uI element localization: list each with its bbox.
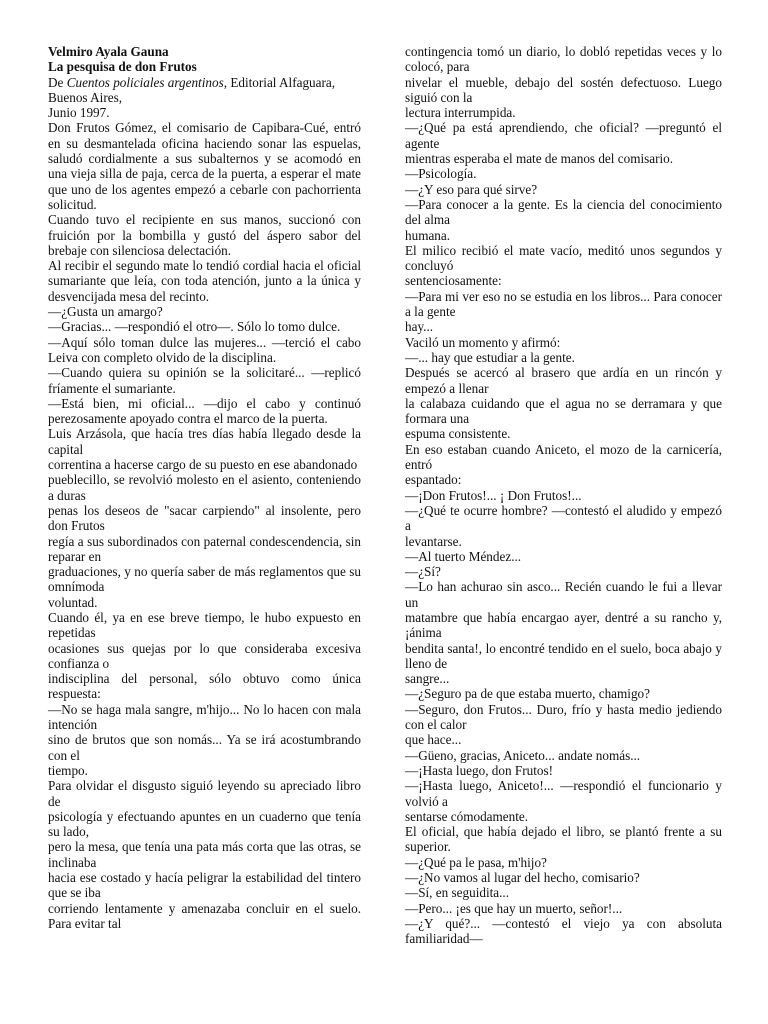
paragraph: graduaciones, y no quería saber de más reglamentos que su omnímoda (48, 564, 361, 595)
paragraph: —¿No vamos al lugar del hecho, comisario? (405, 870, 640, 886)
paragraph: El milico recibió el mate vacío, meditó unos segundos y concluyó (405, 242, 722, 274)
paragraph: espuma consistente. (405, 426, 511, 442)
paragraph: —¿Qué pa le pasa, m'hijo? (405, 854, 547, 870)
paragraph: que hace... (405, 732, 462, 748)
paragraph: —¡Don Frutos!... ¡ Don Frutos!... (405, 487, 582, 503)
right-column (405, 44, 722, 947)
paragraph: psicología y efectuando apuntes en un cuaderno que tenía su lado, (48, 808, 361, 840)
paragraph: —Al tuerto Méndez... (405, 548, 522, 564)
paragraph: contingencia tomó un diario, lo dobló repetidas veces y lo colocó, para (405, 44, 722, 75)
paragraph: —Güeno, gracias, Aniceto... andate nomás... (405, 747, 641, 763)
paragraph: sangre... (405, 671, 450, 687)
paragraph: —Está bien, mi oficial... —dijo el cabo y continuó perezosamente apoyado contra el marco de la puerta. (48, 395, 361, 427)
paragraph: —¿Qué te ocurre hombre? —contestó el aludido y empezó a (405, 502, 722, 534)
paragraph: levantarse. (405, 533, 462, 549)
paragraph: indisciplina del personal, sólo obtuvo como única respuesta: (48, 671, 361, 702)
paragraph: tiempo. (48, 762, 88, 778)
paragraph: mientras esperaba el mate de manos del comisario. (405, 151, 674, 167)
paragraph: lectura interrumpida. (405, 105, 516, 121)
paragraph: Cuando tuvo el recipiente en sus manos, succionó con fruición por la bombilla y gustó del áspero sabor del brebaje con silenciosa delectación. (48, 212, 361, 258)
paragraph: —Seguro, don Frutos... Duro, frío y hasta medio jediendo con el calor (405, 701, 722, 733)
source-line: De Cuentos policiales argentinos, Editorial Alfaguara, Buenos Aires, (48, 74, 336, 105)
paragraph: El oficial, que había dejado el libro, se plantó frente a su superior. (405, 824, 722, 855)
paragraph: —Gracias... —respondió el otro—. Sólo lo tomo dulce. (48, 319, 341, 335)
paragraph: —Aquí sólo toman dulce las mujeres... —terció el cabo Leiva con completo olvido de la disciplina. (48, 334, 361, 365)
paragraph: En eso estaban cuando Aniceto, el mozo de la carnicería, entró (405, 441, 722, 473)
paragraph: Para olvidar el disgusto siguió leyendo su apreciado libro de (48, 778, 361, 809)
paragraph: —No se haga mala sangre, m'hijo... No lo hacen con mala intención (48, 701, 361, 733)
paragraph: matambre que había encargao ayer, dentré a su rancho y, ¡ánima (405, 609, 722, 641)
paragraph: la calabaza cuidando que el agua no se derramara y que formara una (405, 395, 722, 427)
paragraph: regía a sus subordinados con paternal condescendencia, sin reparar en (48, 533, 361, 564)
paragraph: —Para mi ver eso no se estudia en los libros... Para conocer a la gente (405, 288, 722, 320)
paragraph: penas los deseos de "sacar carpiendo" al insolente, pero don Frutos (48, 502, 361, 534)
paragraph: —¿Y eso para qué sirve? (405, 181, 538, 197)
paragraph: Al recibir el segundo mate lo tendió cordial hacia el oficial sumariante que leía, con toda atención, junto a la única y desvencijada mesa del recinto. (48, 258, 361, 304)
source-book: Cuentos policiales argentinos (66, 74, 224, 90)
paragraph: —Pero... ¡es que hay un muerto, señor!... (405, 900, 623, 916)
story-title: La pesquisa de don Frutos (48, 59, 197, 75)
author-name: Velmiro Ayala Gauna (48, 44, 169, 59)
paragraph: correntina a hacerse cargo de su puesto en ese abandonado (48, 457, 358, 473)
left-column (48, 44, 361, 931)
right-body-text (405, 44, 722, 947)
paragraph: Luis Arzásola, que hacía tres días había llegado desde la capital (48, 426, 361, 457)
paragraph: humana. (405, 227, 451, 243)
paragraph: —¿Gusta un amargo? (48, 304, 163, 320)
paragraph: —¡Hasta luego, Aniceto!... —respondió el funcionario y volvió a (405, 778, 722, 809)
paragraph: voluntad. (48, 594, 98, 610)
publication-date: Junio 1997. (48, 105, 110, 121)
paragraph: corriendo lentamente y amenazaba concluir en el suelo. Para evitar tal (48, 900, 361, 931)
paragraph: hacia ese costado y hacía peligrar la estabilidad del tintero que se iba (48, 870, 361, 901)
paragraph: —Cuando quiera su opinión se la solicitaré... —replicó fríamente el sumariante. (48, 365, 361, 396)
paragraph: —Lo han achurao sin asco... Recién cuando le fui a llevar un (405, 579, 722, 610)
paragraph: Vaciló un momento y afirmó: (405, 334, 561, 350)
paragraph: —Para conocer a la gente. Es la ciencia del conocimiento del alma (405, 196, 722, 228)
paragraph: —Psicología. (405, 166, 477, 182)
paragraph: bendita santa!, lo encontré tendido en el suelo, boca abajo y lleno de (405, 640, 722, 671)
paragraph: —¿Seguro pa de que estaba muerto, chamigo? (405, 686, 650, 702)
paragraph: sino de brutos que son nomás... Ya se irá acostumbrando con el (48, 732, 361, 763)
left-body-text (48, 120, 361, 931)
paragraph: —Sí, en seguidita... (405, 885, 510, 901)
paragraph: —¿Qué pa está aprendiendo, che oficial? —preguntó el agente (405, 120, 722, 151)
paragraph: sentenciosamente: (405, 273, 502, 289)
paragraph: hay... (405, 319, 434, 335)
paragraph: —¿Sí? (405, 564, 441, 580)
paragraph: Don Frutos Gómez, el comisario de Capibara-Cué, entró en su desmantelada oficina haciendo sonar las espuelas, saludó cordialmente a sus subalternos y se acomodó en una vieja silla de paja, cerca de la puerta, a esperar el mate que uno de los agentes empezó a cebarle con pachorrienta solicitud. (48, 120, 361, 212)
paragraph: Después se acercó al brasero que ardía en un rincón y empezó a llenar (405, 365, 722, 396)
paragraph: espantado: (405, 472, 462, 488)
paragraph: ocasiones sus quejas por lo que consideraba excesiva confianza o (48, 640, 361, 671)
paragraph: pueblecillo, se revolvió molesto en el asiento, conteniendo a duras (48, 472, 361, 503)
paragraph: Cuando él, ya en ese breve tiempo, le hubo expuesto en repetidas (48, 609, 361, 641)
paragraph: —... hay que estudiar a la gente. (405, 349, 575, 365)
paragraph: —¡Hasta luego, don Frutos! (405, 762, 553, 778)
paragraph: pero la mesa, que tenía una pata más corta que las otras, se inclinaba (48, 839, 361, 870)
paragraph: nivelar el mueble, debajo del sostén defectuoso. Luego siguió con la (405, 74, 722, 105)
paragraph: —¿Y qué?... —contestó el viejo ya con absoluta familiaridad— (405, 915, 722, 947)
paragraph: sentarse cómodamente. (405, 808, 529, 824)
